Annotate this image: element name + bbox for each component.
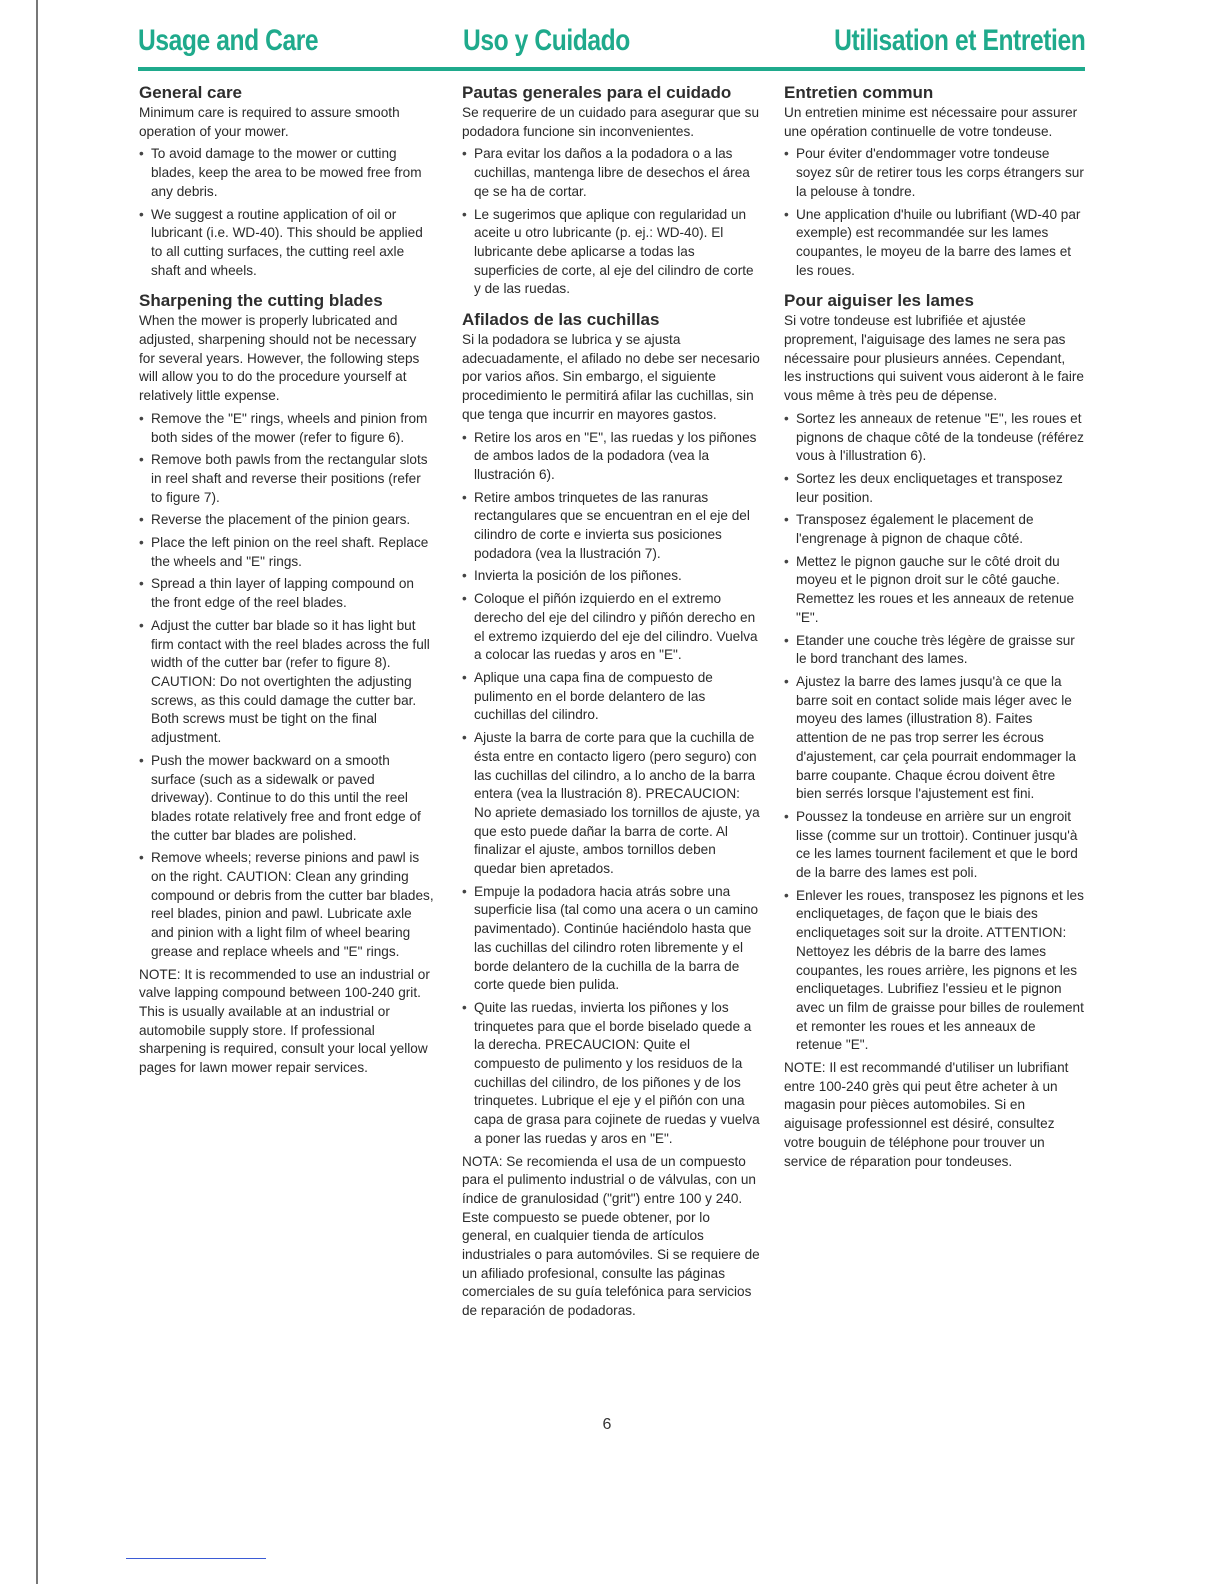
list-item: • Ajustez la barre des lames jusqu'à ce que la barre soit en contact solide mais léger avec le moyeu des lames (illustration 8). Faites attention de ne pas trop serrer les écrous d'ajustement, car çela pourrait endommager la barre coupante. Chaque écrou doivent être bien serrés lorsque l'ajustement est fini. — [784, 673, 1084, 804]
list-item: • Quite las ruedas, invierta los piñones y los trinquetes para que el borde biselado quede a la derecha. PRECAUCION: Quite el compuesto de pulimento y los residuos de la cuchillas del cilindro, de los piñones y de los trinquetes. Lubrique el eje y el piñón con una capa de grasa para cojinete de ruedas y vuelva a poner las ruedas y aros en "E". — [462, 999, 760, 1149]
heading-french: Utilisation et Entretien — [833, 24, 1085, 57]
list-item: • Poussez la tondeuse en arrière sur un engroit lisse (comme sur un trottoir). Continuer jusqu'à ce les lames tournent facilement et que le bord de la barre des lames est poli. — [784, 808, 1084, 883]
note-text: NOTE: Il est recommandé d'utiliser un lubrifiant entre 100-240 grès qui peut être acheter à un magasin pour pièces automobiles. Si en aiguisage professionnel est désiré, consultez votre bouguin de téléphone pour trouver un service de réparation pour tondeuses. — [784, 1060, 1069, 1169]
general-care-intro: Se requerire de un cuidado para asegurar que su podadora funcione sin inconvenientes. — [462, 105, 759, 139]
list-item: • Push the mower backward on a smooth surface (such as a sidewalk or paved driveway). Continue to do this until the reel blades rotate relatively free and front edge of the cutter bar blades are polished. — [139, 752, 435, 846]
list-item: • Retire ambos trinquetes de las ranuras rectangulares que se encuentran en el eje del cilindro de corte e invierta sus posiciones podadora (vea la llustración 7). — [462, 489, 760, 564]
list-item: • Etander une couche très légère de graisse sur le bord tranchant des lames. — [784, 632, 1084, 669]
general-care-list — [784, 145, 1084, 280]
sharpening-intro: When the mower is properly lubricated and adjusted, sharpening should not be necessary for several years. However, the following steps will allow you to do the procedure yourself at relatively little expense. — [139, 313, 420, 404]
list-item: • Remove both pawls from the rectangular slots in reel shaft and reverse their positions (refer to figure 7). — [139, 451, 435, 507]
sharpening-list — [462, 429, 760, 1149]
list-item: • Pour éviter d'endommager votre tondeuse soyez sûr de retirer tous les corps étrangers sur la pelouse à tondre. — [784, 145, 1084, 201]
heading-english: Usage and Care — [138, 24, 319, 57]
list-item: • Invierta la posición de los piñones. — [462, 567, 760, 586]
list-item: • Coloque el piñón izquierdo en el extremo derecho del eje del cilindro y piñón derecho en el extremo izquierdo del eje del cilindro. Vuelva a colocar las ruedas y aros en "E". — [462, 590, 760, 665]
scan-edge-line — [36, 0, 38, 1584]
list-item: • To avoid damage to the mower or cutting blades, keep the area to be mowed free from any debris. — [139, 145, 435, 201]
list-item: • Ajuste la barra de corte para que la cuchilla de ésta entre en contacto ligero (pero seguro) con las cuchillas del cilindro, a lo ancho de la barra entera (vea la llustración 8). PRECAUCION: No apriete demasiado los tornillos de ajuste, ya que esto puede dañar la barra de corte. Al finalizar el ajuste, ambos tornillos deben quedar bien apretados. — [462, 729, 760, 879]
list-item: • Aplique una capa fina de compuesto de pulimento en el borde delantero de las cuchillas del cilindro. — [462, 669, 760, 725]
column-spanish — [462, 82, 760, 1325]
general-care-title: Entretien commun — [784, 83, 934, 102]
sharpening-title: Afilados de las cuchillas — [462, 310, 660, 330]
column-english — [139, 82, 435, 1082]
list-item: • Reverse the placement of the pinion gears. — [139, 511, 435, 530]
list-item: • Remove the "E" rings, wheels and pinion from both sides of the mower (refer to figure 6). — [139, 410, 435, 447]
scan-mark-line — [126, 1558, 266, 1559]
sharpening-title: Sharpening the cutting blades — [139, 291, 383, 311]
heading-spanish: Uso y Cuidado — [463, 24, 630, 57]
sharpening-list — [139, 410, 435, 962]
sharpening-intro: Si votre tondeuse est lubrifiée et ajustée proprement, l'aiguisage des lames ne sera pas nécessaire pour plusieurs années. Cependant, les instructions qui suivent vous aideront à le faire vous même à très peu de dépense. — [784, 313, 1084, 404]
list-item: • Sortez les deux encliquetages et transposez leur position. — [784, 470, 1084, 507]
list-item: • Sortez les anneaux de retenue "E", les roues et pignons de chaque côté de la tondeuse (référez vous à l'illustration 6). — [784, 410, 1084, 466]
general-care-title: Pautas generales para el cuidado — [462, 83, 732, 102]
general-care-list — [139, 145, 435, 280]
sharpening-title: Pour aiguiser les lames — [784, 291, 974, 311]
list-item: • Le sugerimos que aplique con regularidad un aceite u otro lubricante (p. ej.: WD-40). El lubricante debe aplicarse a todas las superficies de corte, al eje del cilindro de corte y de las ruedas. — [462, 206, 760, 300]
list-item: • Enlever les roues, transposez les pignons et les encliquetages, de façon que le biais des encliquetages soit sur la droite. ATTENTION: Nettoyez les débris de la barre des lames coupantes, les roues arrière, les pignons et les encliquetages. Lubrifiez l'essieu et le pignon avec un film de graisse pour billes de roulement et remonter les roues et les anneaux de retenue "E". — [784, 887, 1084, 1055]
sharpening-list — [784, 410, 1084, 1055]
list-item: • Retire los aros en "E", las ruedas y los piñones de ambos lados de la podadora (vea la llustración 6). — [462, 429, 760, 485]
list-item: • Mettez le pignon gauche sur le côté droit du moyeu et le pignon droit sur le côté gauche. Remettez les roues et les anneaux de retenue "E". — [784, 553, 1084, 628]
note-text: NOTA: Se recomienda el usa de un compuesto para el pulimento industrial o de válvulas, con un índice de granulosidad ("grit") entre 100 y 240. Este compuesto se puede obtener, por lo general, en cualquier tienda de artículos industriales o para automóviles. Si se requiere de un afiliado profesional, consulte las páginas comerciales de su guía telefónica para servicios de reparación de podadoras. — [462, 1153, 760, 1319]
page-number: 6 — [602, 1416, 612, 1433]
list-item: • Remove wheels; reverse pinions and pawl is on the right. CAUTION: Clean any grinding compound or debris from the cutter bar blades, reel blades, pinion and pawl. Lubricate axle and pinion with a light film of wheel bearing grease and replace wheels and "E" rings. — [139, 849, 435, 961]
general-care-intro: Un entretien minime est nécessaire pour assurer une opération continuelle de votre tondeuse. — [784, 105, 1078, 139]
header-rule — [138, 67, 1085, 71]
general-care-intro: Minimum care is required to assure smooth operation of your mower. — [139, 105, 400, 139]
sharpening-intro: Si la podadora se lubrica y se ajusta adecuadamente, el afilado no debe ser necesario por varios años. Sin embargo, el siguiente procedimiento le permitirá afilar las cuchillas, sin que tenga que incurrir en mayores gastos. — [462, 332, 760, 422]
list-item: • Spread a thin layer of lapping compound on the front edge of the reel blades. — [139, 575, 435, 612]
general-care-list — [462, 145, 760, 299]
list-item: • Transposez également le placement de l'engrenage à pignon de chaque côté. — [784, 511, 1084, 548]
list-item: • Para evitar los daños a la podadora o a las cuchillas, mantenga libre de desechos el área qe se ha de cortar. — [462, 145, 760, 201]
general-care-title: General care — [139, 83, 243, 102]
page-headings — [138, 24, 1085, 64]
list-item: • Place the left pinion on the reel shaft. Replace the wheels and "E" rings. — [139, 534, 435, 571]
column-french — [784, 82, 1084, 1175]
list-item: • Empuje la podadora hacia atrás sobre una superficie lisa (tal como una acera o un camino pavimentado). Continúe haciéndolo hasta que las cuchillas del cilindro roten libremente y el borde delantero de la cuchilla de la barra de corte quede bien pulida. — [462, 883, 760, 995]
list-item: • Une application d'huile ou lubrifiant (WD-40 par exemple) est recommandée sur les lames coupantes, le moyeu de la barre des lames et les roues. — [784, 206, 1084, 281]
note-text: NOTE: It is recommended to use an industrial or valve lapping compound between 100-240 grit. This is usually available at an industrial or automobile supply store. If professional sharpening is required, consult your local yellow pages for lawn mower repair services. — [139, 966, 430, 1076]
list-item: • Adjust the cutter bar blade so it has light but firm contact with the reel blades across the full width of the cutter bar (refer to figure 8). CAUTION: Do not overtighten the adjusting screws, as this could damage the cutter bar. Both screws must be tight on the final adjustment. — [139, 617, 435, 748]
list-item: • We suggest a routine application of oil or lubricant (i.e. WD-40). This should be applied to all cutting surfaces, the cutting reel axle shaft and wheels. — [139, 206, 435, 281]
